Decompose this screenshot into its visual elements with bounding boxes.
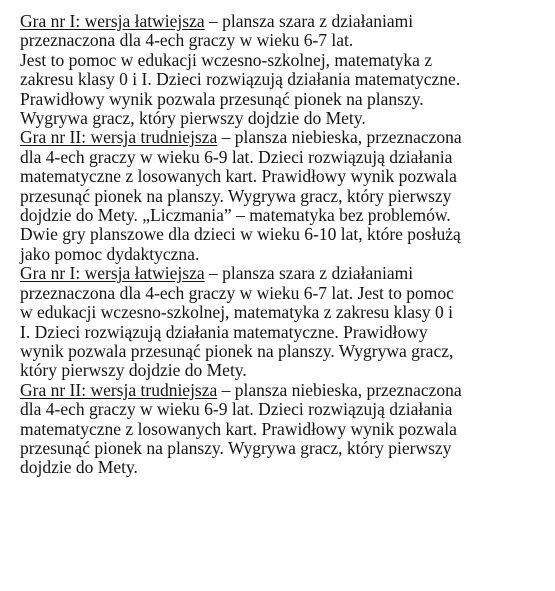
text-line: przesunąć pionek na planszy. Wygrywa gracz, który pierwszy	[20, 185, 452, 206]
text-line: jako pomoc dydaktyczna.	[20, 243, 200, 264]
text-line: który pierwszy dojdzie do Mety.	[20, 360, 247, 381]
text-line: zakresu klasy 0 i I. Dzieci rozwiązują działania matematyczne.	[20, 69, 461, 90]
text-line: matematyczne z losowanych kart. Prawidłowy wynik pozwala	[20, 418, 457, 439]
text-line: dojdzie do Mety. „Liczmania” – matematyka bez problemów.	[20, 205, 451, 226]
text-line: Jest to pomoc w edukacji wczesno-szkolnej, matematyka z	[20, 49, 433, 70]
heading-continuation: – plansza niebieska, przeznaczona	[217, 379, 462, 400]
text-line	[20, 12, 548, 31]
text-line	[20, 264, 548, 283]
section-heading: Gra nr II: wersja trudniejsza	[20, 379, 218, 400]
text-line: Prawidłowy wynik pozwala przesunąć pionek na planszy.	[20, 88, 424, 109]
section-game-2-hard-repeat	[20, 381, 548, 478]
text-line	[20, 128, 548, 147]
text-line: przeznaczona dla 4-ech graczy w wieku 6-7 lat.	[20, 30, 354, 51]
heading-continuation: – plansza niebieska, przeznaczona	[217, 127, 462, 148]
text-line: dla 4-ech graczy w wieku 6-9 lat. Dzieci rozwiązują działania	[20, 146, 453, 167]
section-heading: Gra nr I: wersja łatwiejsza	[20, 263, 205, 284]
section-game-1-easy	[20, 12, 548, 128]
text-line: I. Dzieci rozwiązują działania matematyczne. Prawidłowy	[20, 321, 428, 342]
text-line: dla 4-ech graczy w wieku 6-9 lat. Dzieci rozwiązują działania	[20, 399, 453, 420]
text-line: przeznaczona dla 4-ech graczy w wieku 6-7 lat. Jest to pomoc	[20, 282, 454, 303]
text-line	[20, 381, 548, 400]
text-line: w edukacji wczesno-szkolnej, matematyka z zakresu klasy 0 i	[20, 302, 453, 323]
section-heading: Gra nr I: wersja łatwiejsza	[20, 11, 205, 31]
text-line: Wygrywa gracz, który pierwszy dojdzie do Mety.	[20, 108, 366, 129]
heading-continuation: – plansza szara z działaniami	[204, 263, 414, 284]
section-game-1-easy-repeat	[20, 264, 548, 380]
section-heading: Gra nr II: wersja trudniejsza	[20, 127, 218, 148]
text-line: Dwie gry planszowe dla dzieci w wieku 6-10 lat, które posłużą	[20, 224, 461, 245]
text-line: dojdzie do Mety.	[20, 457, 138, 478]
text-line: matematyczne z losowanych kart. Prawidłowy wynik pozwala	[20, 166, 457, 187]
document-body	[20, 12, 548, 478]
text-line: przesunąć pionek na planszy. Wygrywa gracz, który pierwszy	[20, 437, 452, 458]
section-game-2-hard	[20, 128, 548, 264]
heading-continuation: – plansza szara z działaniami	[204, 11, 414, 31]
text-line: wynik pozwala przesunąć pionek na planszy. Wygrywa gracz,	[20, 340, 454, 361]
